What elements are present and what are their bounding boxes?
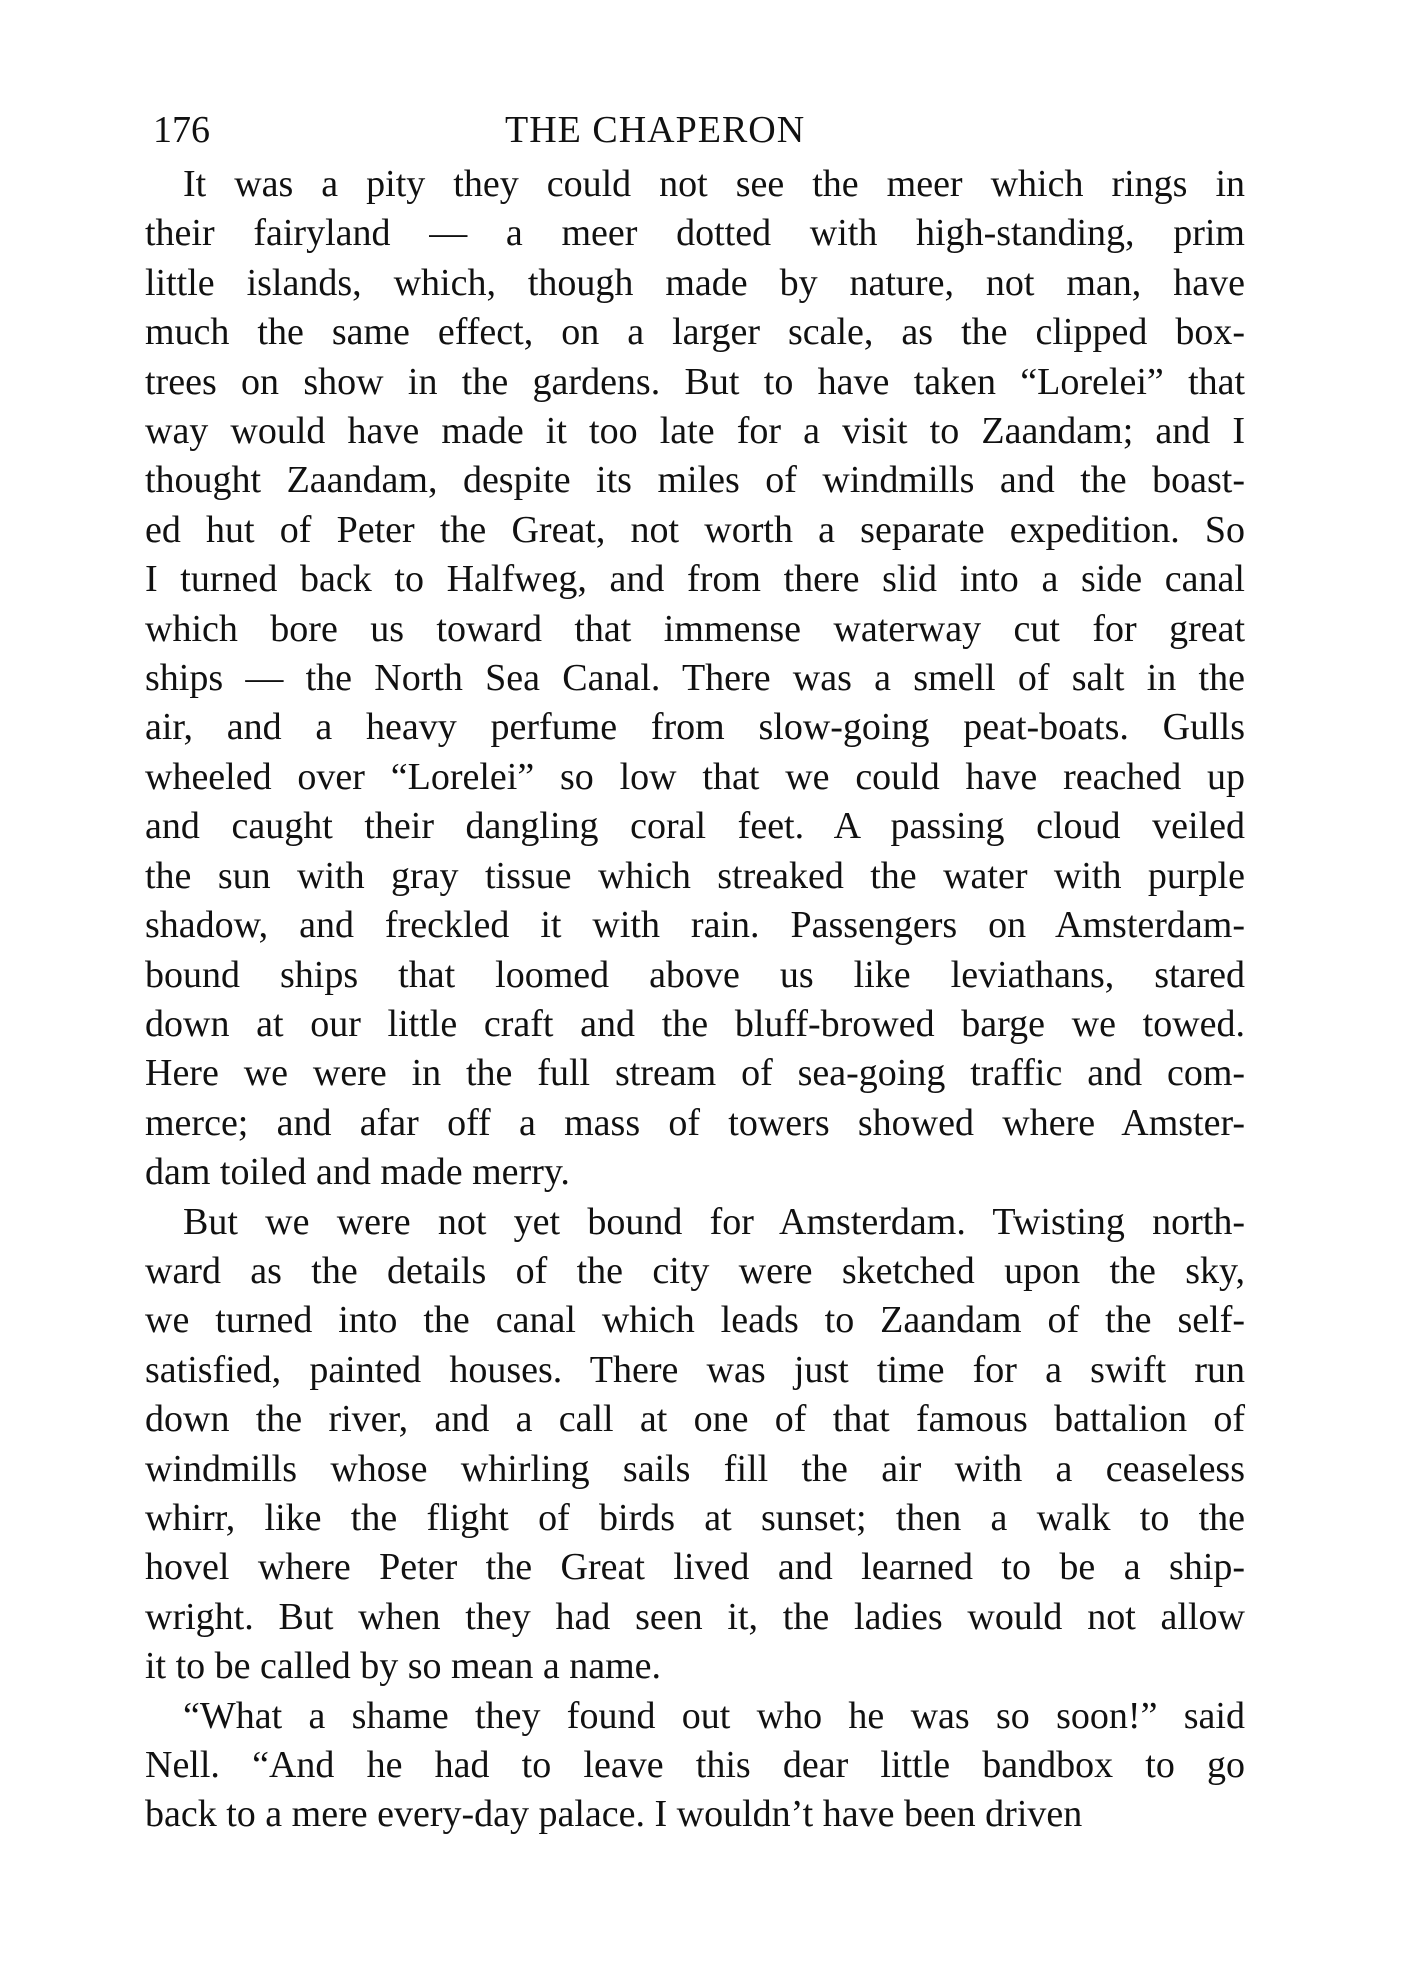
text-line: whirr, like the flight of birds at sunset; then a walk to the bbox=[145, 1496, 1246, 1539]
text-line: Nell. “And he had to leave this dear little bandbox to go bbox=[145, 1744, 1246, 1786]
text-line: hovel where Peter the Great lived and learned to be a ship- bbox=[145, 1546, 1246, 1589]
text-line: But we were not yet bound for Amsterdam. Twisting north- bbox=[183, 1200, 1246, 1243]
page-number: 176 bbox=[153, 109, 210, 151]
text-line: and caught their dangling coral feet. A passing cloud veiled bbox=[145, 805, 1245, 848]
text-line: Here we were in the full stream of sea-going traffic and com- bbox=[145, 1052, 1246, 1095]
text-line: ward as the details of the city were sketched upon the sky, bbox=[145, 1249, 1246, 1292]
text-line: it to be called by so mean a name. bbox=[145, 1645, 661, 1688]
text-line: merce; and afar off a mass of towers showed where Amster- bbox=[145, 1101, 1246, 1144]
text-line: thought Zaandam, despite its miles of windmills and the boast- bbox=[145, 459, 1245, 502]
text-line: trees on show in the gardens. But to have taken “Lorelei” that bbox=[145, 360, 1246, 403]
text-line: we turned into the canal which leads to Zaandam of the self- bbox=[145, 1299, 1246, 1342]
text-line: wheeled over “Lorelei” so low that we could have reached up bbox=[145, 755, 1246, 798]
text-line: down at our little craft and the bluff-browed barge we towed. bbox=[145, 1002, 1246, 1045]
text-line: ed hut of Peter the Great, not worth a separate expedition. So bbox=[145, 508, 1246, 551]
text-line: air, and a heavy perfume from slow-going peat-boats. Gulls bbox=[145, 706, 1245, 749]
text-line: little islands, which, though made by nature, not man, have bbox=[145, 261, 1245, 304]
text-line: the sun with gray tissue which streaked the water with purple bbox=[145, 854, 1245, 897]
text-line: It was a pity they could not see the meer which rings in bbox=[183, 163, 1246, 205]
running-head bbox=[145, 100, 1245, 160]
running-title: THE CHAPERON bbox=[505, 109, 806, 151]
text-line: I turned back to Halfweg, and from there slid into a side canal bbox=[145, 558, 1245, 601]
text-line: wright. But when they had seen it, the ladies would not allow bbox=[145, 1595, 1245, 1638]
book-page bbox=[145, 100, 1245, 1840]
text-line: down the river, and a call at one of that famous battalion of bbox=[145, 1398, 1246, 1441]
text-line: their fairyland — a meer dotted with high-standing, prim bbox=[145, 212, 1245, 255]
text-line: bound ships that loomed above us like leviathans, stared bbox=[145, 953, 1245, 996]
text-line: shadow, and freckled it with rain. Passengers on Amsterdam- bbox=[145, 904, 1245, 947]
paragraph-meer bbox=[145, 160, 1245, 1198]
text-line: which bore us toward that immense waterway cut for great bbox=[145, 607, 1246, 650]
text-line: back to a mere every-day palace. I wouldn’t have been driven bbox=[145, 1793, 1083, 1836]
text-line: satisfied, painted houses. There was just time for a swift run bbox=[145, 1348, 1246, 1391]
text-line: much the same effect, on a larger scale, as the clipped box- bbox=[145, 311, 1246, 354]
text-line: windmills whose whirling sails fill the air with a ceaseless bbox=[145, 1447, 1246, 1490]
text-line: ships — the North Sea Canal. There was a smell of salt in the bbox=[145, 657, 1245, 700]
paragraph-zaandam bbox=[145, 1198, 1245, 1692]
text-line: way would have made it too late for a visit to Zaandam; and I bbox=[145, 410, 1246, 453]
text-line: “What a shame they found out who he was so soon!” said bbox=[183, 1694, 1245, 1737]
text-line: dam toiled and made merry. bbox=[145, 1151, 570, 1194]
paragraph-nell-dialogue bbox=[145, 1692, 1245, 1840]
